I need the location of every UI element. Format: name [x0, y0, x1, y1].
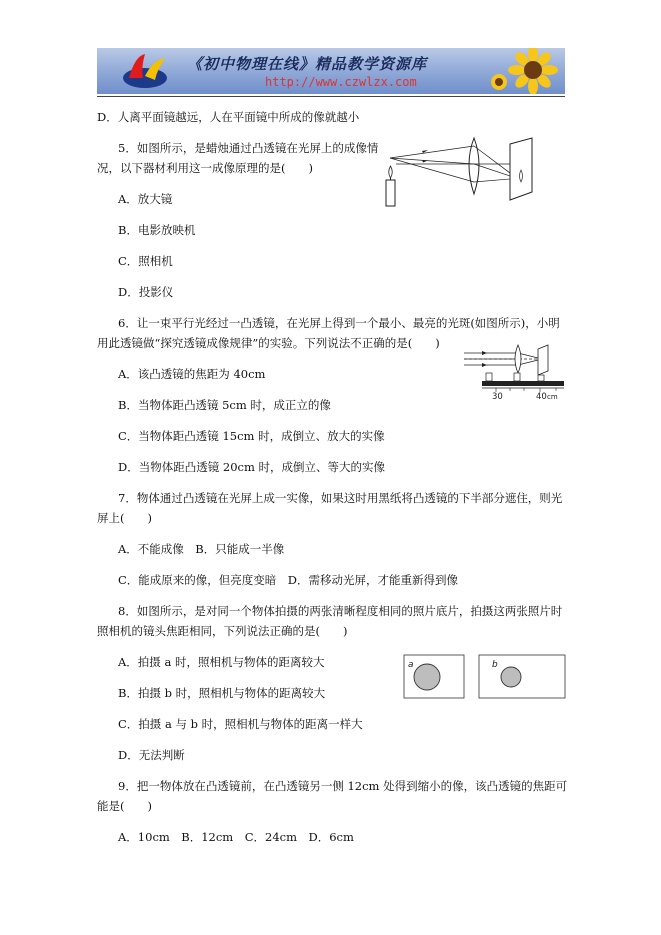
q5-option-a: A．放大镜	[118, 192, 173, 206]
header-rule	[97, 96, 565, 97]
banner-url: http://www.czwlzx.com	[265, 75, 417, 89]
q9-options: A．10cm B．12cm C．24cm D．6cm	[118, 830, 354, 844]
banner-title: 《初中物理在线》精品教学资源库	[187, 55, 428, 73]
q8-photo-negatives	[403, 652, 573, 702]
q7-stem-line2: 屏上( )	[97, 511, 152, 525]
q5-option-d: D．投影仪	[118, 285, 174, 299]
photo-a-label: a	[408, 660, 414, 670]
q8-option-b: B．拍摄 b 时，照相机与物体的距离较大	[118, 686, 326, 700]
photo-b-object	[501, 667, 521, 687]
q8-stem-line2: 照相机的镜头焦距相同，下列说法正确的是( )	[97, 624, 348, 638]
header-banner	[97, 48, 565, 94]
q5-option-b: B．电影放映机	[118, 223, 196, 237]
q5-option-c: C．照相机	[118, 254, 173, 268]
q8-option-d: D．无法判断	[118, 748, 185, 762]
q9-stem-line1: 9．把一物体放在凸透镜前，在凸透镜另一侧 12cm 处得到缩小的像，该凸透镜的焦距可	[118, 779, 568, 793]
q4-option-d: D．人离平面镜越远，人在平面镜中所成的像就越小	[97, 110, 360, 124]
candle-icon	[386, 180, 395, 206]
q6-stem-line1: 6．让一束平行光经过一凸透镜，在光屏上得到一个最小、最亮的光斑(如图所示)，小明	[118, 316, 560, 330]
photo-a-object	[414, 664, 440, 690]
q6-option-d: D．当物体距凸透镜 20cm 时，成倒立、等大的实像	[118, 460, 386, 474]
q7-stem-line1: 7．物体通过凸透镜在光屏上成一实像，如果这时用黑纸将凸透镜的下半部分遮住，则光	[118, 491, 563, 505]
q5-lens-diagram	[382, 136, 550, 208]
light-screen-icon	[538, 345, 548, 375]
scale-unit: cm	[547, 393, 558, 401]
scale-label-40: 40	[536, 392, 547, 401]
sunflower-icon	[485, 48, 565, 94]
q6-option-c: C．当物体距凸透镜 15cm 时，成倒立、放大的实像	[118, 429, 385, 443]
q6-stem-line2: 用此透镜做“探究透镜成像规律”的实验。下列说法不正确的是( )	[97, 336, 440, 350]
scale-label-30: 30	[492, 392, 503, 401]
q5-stem-line2: 况，以下器材利用这一成像原理的是( )	[97, 161, 313, 175]
q6-focal-diagram	[462, 343, 565, 401]
q6-option-b: B．当物体距凸透镜 5cm 时，成正立的像	[118, 398, 331, 412]
q6-option-a: A．该凸透镜的焦距为 40cm	[118, 367, 266, 381]
light-screen-icon	[510, 138, 532, 200]
q5-stem-line1: 5．如图所示，是蜡烛通过凸透镜在光屏上的成像情	[118, 141, 379, 155]
q8-stem-line1: 8．如图所示，是对同一个物体拍摄的两张清晰程度相同的照片底片，拍摄这两张照片时	[118, 604, 563, 618]
q8-option-c: C．拍摄 a 与 b 时，照相机与物体的距离一样大	[118, 717, 363, 731]
q7-options-cd: C．能成原来的像，但亮度变暗 D．需移动光屏，才能重新得到像	[118, 573, 459, 587]
q8-option-a: A．拍摄 a 时，照相机与物体的距离较大	[118, 655, 325, 669]
site-logo-icon	[115, 48, 185, 94]
q9-stem-line2: 能是( )	[97, 799, 152, 813]
photo-b-label: b	[492, 660, 498, 670]
q7-options-ab: A．不能成像 B．只能成一半像	[118, 542, 285, 556]
convex-lens-icon	[515, 345, 521, 373]
